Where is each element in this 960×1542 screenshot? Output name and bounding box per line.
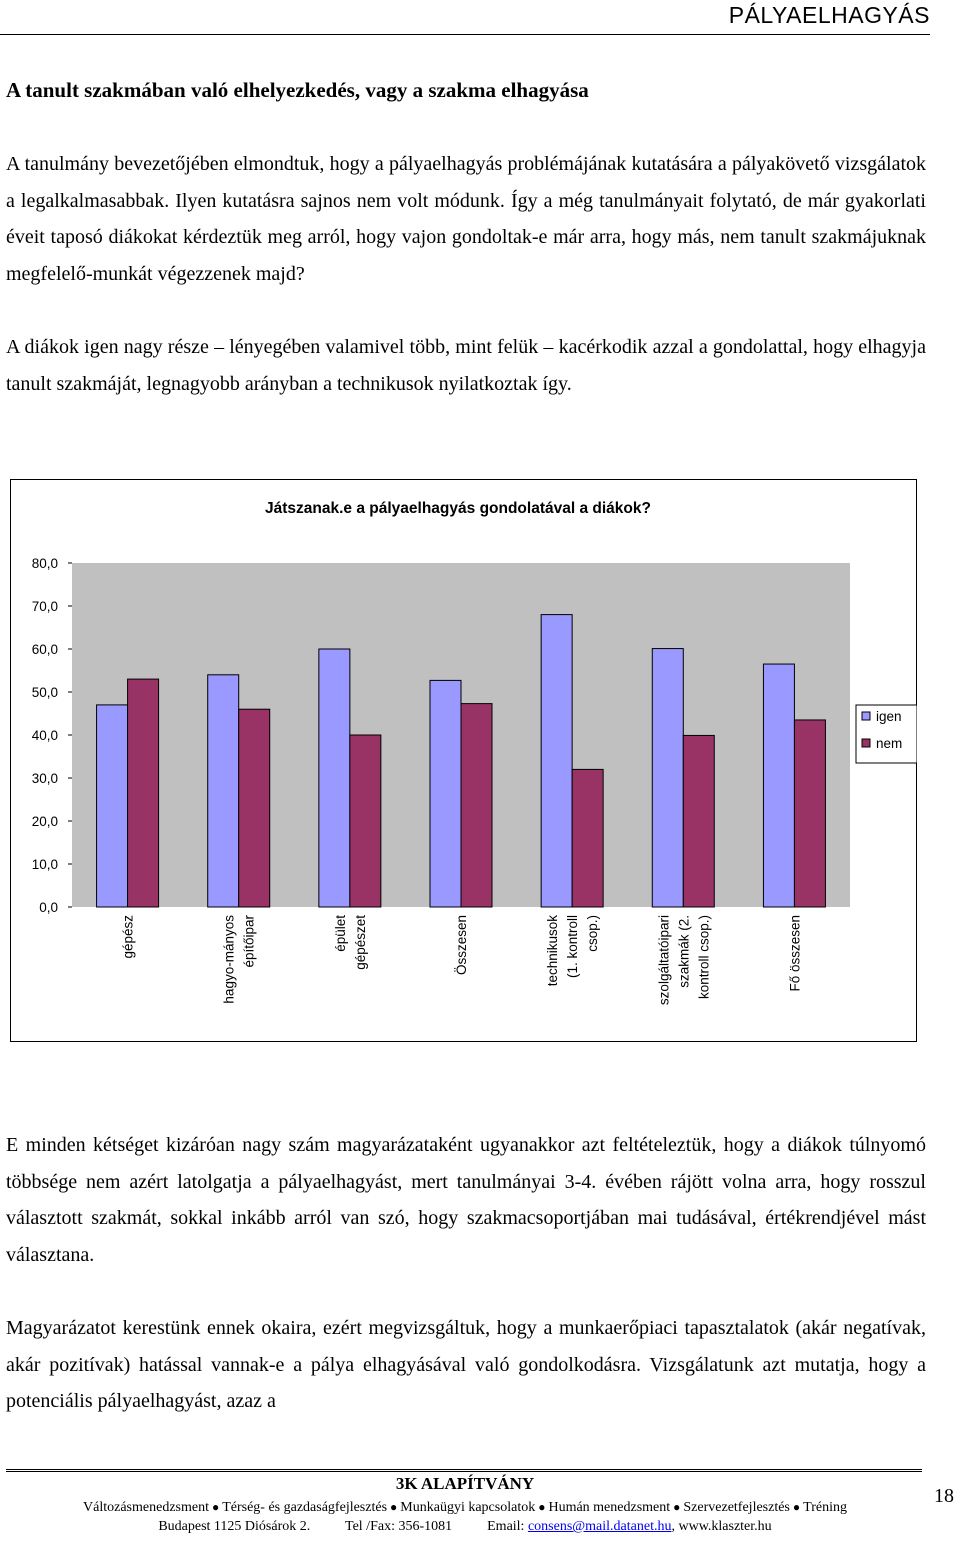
bar-chart xyxy=(10,479,917,1042)
footer-organization: 3K ALAPÍTVÁNY xyxy=(395,1474,535,1493)
page-number: 18 xyxy=(934,1485,954,1507)
bar-igen xyxy=(652,649,683,907)
x-category-label: Fő összesen xyxy=(787,915,803,992)
y-tick-label: 70,0 xyxy=(31,599,58,614)
x-category-label: csop.) xyxy=(585,915,601,952)
x-category-label: hagyo-mányos xyxy=(221,915,237,1004)
y-tick-label: 80,0 xyxy=(31,556,58,571)
y-tick-label: 10,0 xyxy=(31,857,58,872)
paragraph-intro: A tanulmány bevezetőjében elmondtuk, hogy a pályaelhagyás problémájának kutatására a pályakövető vizsgálatok a legalkalmasabbak. Ilyen kutatásra sajnos nem volt módunk. Így a még tanulmányait folytató, de már gyakorlati éveit taposó diákokat kérdeztük meg arról, hogy vajon gondoltak-e már arra, hogy más, nem tanult szakmájuknak megfelelő-munkát végezzenek majd? xyxy=(6,153,926,285)
footer-bullet-icon: ● xyxy=(208,1500,223,1514)
bar-nem xyxy=(683,735,714,907)
y-tick-label: 30,0 xyxy=(31,771,58,786)
x-category-label: szakmák (2. xyxy=(676,915,692,988)
paragraph-analysis: Magyarázatot kerestünk ennek okaira, ezért megvizsgáltuk, hogy a munkaerőpiaci tapasztalatok (akár negatívak, akár pozitívak) hatással vannak-e a pálya elhagyásával való gondolkodásra. Vizsgálatunk azt mutatja, hogy a potenciális pályaelhagyást, azaz a xyxy=(6,1317,926,1412)
footer-service-item: Munkaügyi kapcsolatok xyxy=(400,1500,536,1515)
footer-service-item: Változásmenedzsment xyxy=(83,1500,209,1515)
footer-address: Budapest 1125 Diósárok 2. xyxy=(158,1519,311,1534)
y-tick-label: 20,0 xyxy=(31,814,58,829)
legend-label-nem: nem xyxy=(876,736,903,751)
footer-contact xyxy=(0,1519,930,1535)
footer-service-item: Humán menedzsment xyxy=(548,1500,671,1515)
footer-service-item: Térség- és gazdaságfejlesztés xyxy=(222,1500,388,1515)
y-tick-label: 50,0 xyxy=(31,685,58,700)
bar-nem xyxy=(461,704,492,907)
bar-igen xyxy=(430,680,461,907)
footer-service-item: Tréning xyxy=(803,1500,847,1515)
x-category-label: szolgáltatóipari xyxy=(656,915,672,1006)
x-category-label: gépészet xyxy=(352,915,368,970)
footer-bullet-icon: ● xyxy=(670,1500,684,1514)
footer-website[interactable]: , www.klaszter.hu xyxy=(671,1519,772,1534)
x-category-label: kontroll csop.) xyxy=(696,915,712,1000)
footer-bullet-icon: ● xyxy=(535,1500,549,1514)
y-tick-label: 40,0 xyxy=(31,728,58,743)
running-header-title: PÁLYAELHAGYÁS xyxy=(728,2,930,28)
paragraph-explanation: E minden kétséget kizáróan nagy szám magyarázataként ugyanakkor azt feltételeztük, hogy a diákok túlnyomó többsége nem azért latolgatja a pályaelhagyást, mert tanulmányai 3-4. évében rájött volna arra, hogy rosszul választott szakmát, sokkal inkább arról van szó, hogy szakmacsoportjában mai tudásával, értékrendjével mást választana. xyxy=(6,1134,926,1266)
footer-phone: Tel /Fax: 356-1081 xyxy=(345,1519,453,1534)
footer-bullet-icon: ● xyxy=(387,1500,401,1514)
x-category-label: épület xyxy=(332,915,348,952)
y-axis xyxy=(32,556,72,915)
bar-igen xyxy=(541,615,572,907)
chart-legend xyxy=(856,705,917,763)
footer-email-label: Email: xyxy=(487,1519,525,1534)
bar-nem xyxy=(128,679,159,907)
bar-nem xyxy=(350,735,381,907)
x-category-label: gépész xyxy=(120,915,136,959)
y-tick-label: 60,0 xyxy=(31,642,58,657)
bar-igen xyxy=(97,705,128,907)
bar-igen xyxy=(319,649,350,907)
legend-label-igen: igen xyxy=(876,709,902,724)
footer-email-link[interactable]: consens@mail.datanet.hu xyxy=(527,1519,672,1534)
chart-title: Játszanak.e a pályaelhagyás gondolatával a diákok? xyxy=(265,500,651,517)
bar-igen xyxy=(763,664,794,907)
footer-divider xyxy=(6,1469,922,1472)
footer-bullet-icon: ● xyxy=(789,1500,804,1514)
bar-nem xyxy=(239,709,270,907)
bar-nem xyxy=(572,769,603,907)
y-tick-label: 0,0 xyxy=(39,900,58,915)
legend-swatch-igen xyxy=(862,712,870,720)
x-category-label: technikusok xyxy=(545,915,561,987)
bar-nem xyxy=(794,720,825,907)
x-category-label: (1. kontroll xyxy=(565,915,581,979)
x-category-label: építőipar xyxy=(241,915,257,968)
paragraph-findings: A diákok igen nagy része – lényegében valamivel több, mint felük – kacérkodik azzal a gondolattal, hogy elhagyja tanult szakmáját, legnagyobb arányban a technikusok nyilatkoztak így. xyxy=(6,336,926,395)
bar-igen xyxy=(208,675,239,907)
x-axis-labels xyxy=(121,915,803,1006)
footer-service-item: Szervezetfejlesztés xyxy=(683,1500,790,1515)
page-header xyxy=(0,0,930,35)
section-title: A tanult szakmában való elhelyezkedés, vagy a szakma elhagyása xyxy=(6,78,589,102)
x-category-label: Összesen xyxy=(454,915,469,976)
footer-services xyxy=(0,1500,930,1516)
legend-swatch-nem xyxy=(862,739,870,747)
